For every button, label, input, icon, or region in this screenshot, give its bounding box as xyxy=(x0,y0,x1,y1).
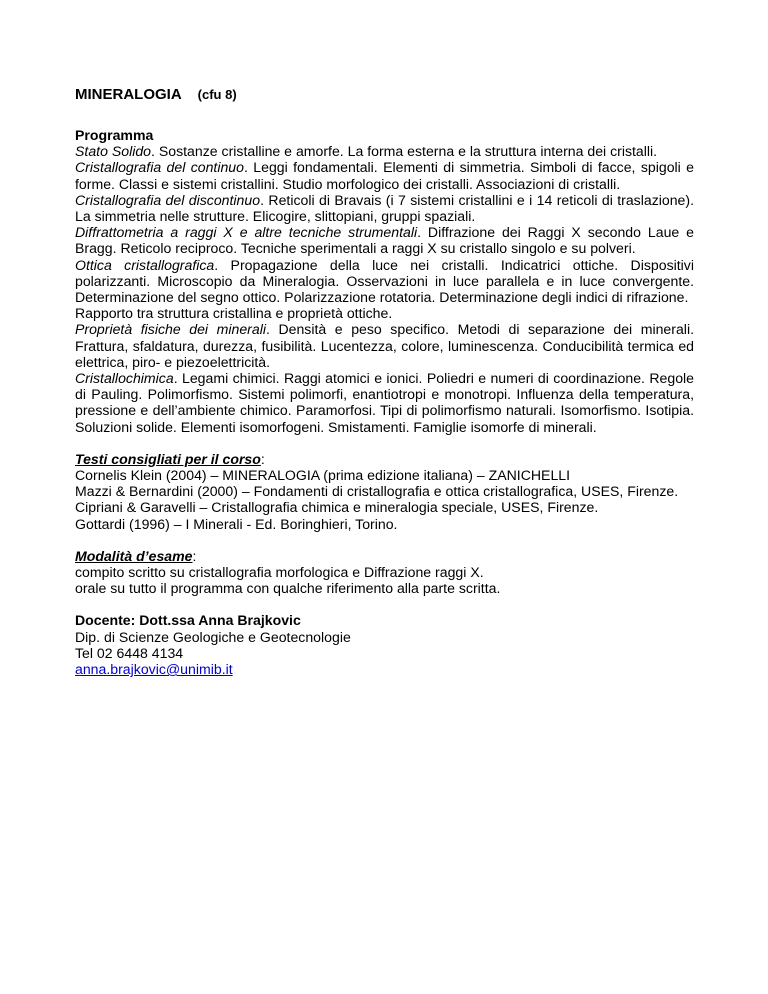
program-text: . Propagazione della luce nei cristalli. Indicatrici ottiche. Dispositivi polarizzanti. Microscopio da Mineralogia. Osservazioni in luce parallela e in luce convergente. Determinazione del segno ottico. Polarizzazione rotatoria. Determinazione degli indici di rifrazione. xyxy=(75,256,694,306)
program-text: . Legami chimici. Raggi atomici e ionici. Poliedri e numeri di coordinazione. Regole di Pauling. Polimorfismo. Sistemi polimorfi, enantiotropi e monotropi. Influenza della temperatura, pressione e dell’ambiente chimico. Paramorfosi. Tipi di polimorfismo naturali. Isomorfismo. Isotipia. Soluzioni solide. Elementi isomorfogeni. Smistamenti. Famiglie isomorfe di minerali. xyxy=(75,370,694,435)
teacher-email-link[interactable]: anna.brajkovic@unimib.it xyxy=(75,661,233,678)
teacher-email-line xyxy=(75,661,694,677)
program-topic: Cristallografia del continuo xyxy=(75,159,244,176)
program-item xyxy=(75,257,694,306)
texts-colon: : xyxy=(260,450,265,467)
texts-heading: Testi consigliati per il corso xyxy=(75,450,261,467)
program-topic: Proprietà fisiche dei minerali xyxy=(75,321,266,338)
exam-item: orale su tutto il programma con qualche riferimento alla parte scritta. xyxy=(75,580,501,597)
program-topic: Cristallografia del discontinuo xyxy=(75,191,261,208)
exam-heading: Modalità d’esame xyxy=(75,547,193,564)
teacher-section xyxy=(75,612,694,677)
program-item xyxy=(75,305,694,321)
program-item xyxy=(75,192,694,224)
program-topic: Ottica cristallografica xyxy=(75,256,215,273)
exam-item: compito scritto su cristallografia morfologica e Diffrazione raggi X. xyxy=(75,564,484,581)
program-text: . Diffrazione dei Raggi X secondo Laue e Bragg. Reticolo reciproco. Tecniche sperimentali a raggi X su cristallo singolo e su polveri. xyxy=(75,224,694,257)
program-heading: Programma xyxy=(75,127,154,143)
program-text: . Leggi fondamentali. Elementi di simmetria. Simboli di facce, spigoli e forme. Classi e sistemi cristallini. Studio morfologico dei cristalli. Associazioni di cristalli. xyxy=(75,159,694,192)
program-topic: Cristallochimica xyxy=(75,370,174,387)
exam-section xyxy=(75,548,694,597)
teacher-name: Docente: Dott.ssa Anna Brajkovic xyxy=(75,612,301,629)
program-item xyxy=(75,370,694,435)
program-text: Rapporto tra struttura cristallina e proprietà ottiche. xyxy=(75,305,393,322)
course-title xyxy=(75,86,694,104)
texts-section xyxy=(75,451,694,532)
text-item: Mazzi & Bernardini (2000) – Fondamenti di cristallografia e ottica cristallografica, USES, Firenze. xyxy=(75,483,679,500)
program-item xyxy=(75,321,694,370)
program-item xyxy=(75,224,694,256)
teacher-department: Dip. di Scienze Geologiche e Geotecnologie xyxy=(75,628,351,645)
course-credits: (cfu 8) xyxy=(197,87,237,102)
program-section xyxy=(75,127,694,435)
texts-heading-line xyxy=(75,451,694,467)
program-text: . Reticoli di Bravais (i 7 sistemi cristallini e i 14 reticoli di traslazione). La simmetria nelle strutture. Elicogire, slittopiani, gruppi spaziali. xyxy=(75,191,694,225)
text-item: Gottardi (1996) – I Minerali - Ed. Boringhieri, Torino. xyxy=(75,515,398,532)
program-item xyxy=(75,143,694,159)
exam-colon: : xyxy=(192,547,197,564)
program-text: . Densità e peso specifico. Metodi di separazione dei minerali. Frattura, sfaldatura, durezza, fusibilità. Lucentezza, colore, luminescenza. Conducibilità termica ed elettrica, piro- e piezoelettricità. xyxy=(75,321,694,370)
text-item: Cipriani & Garavelli – Cristallografia chimica e mineralogia speciale, USES, Firenze. xyxy=(75,499,599,516)
program-text: . Sostanze cristalline e amorfe. La forma esterna e la struttura interna dei cristalli. xyxy=(151,143,658,160)
teacher-phone: Tel 02 6448 4134 xyxy=(75,644,184,661)
program-item xyxy=(75,159,694,191)
program-topic: Diffrattometria a raggi X e altre tecniche strumentali xyxy=(75,224,418,241)
text-item: Cornelis Klein (2004) – MINERALOGIA (prima edizione italiana) – ZANICHELLI xyxy=(75,467,571,484)
course-name: MINERALOGIA xyxy=(75,86,182,103)
program-topic: Stato Solido xyxy=(75,143,152,160)
exam-heading-line xyxy=(75,548,694,564)
